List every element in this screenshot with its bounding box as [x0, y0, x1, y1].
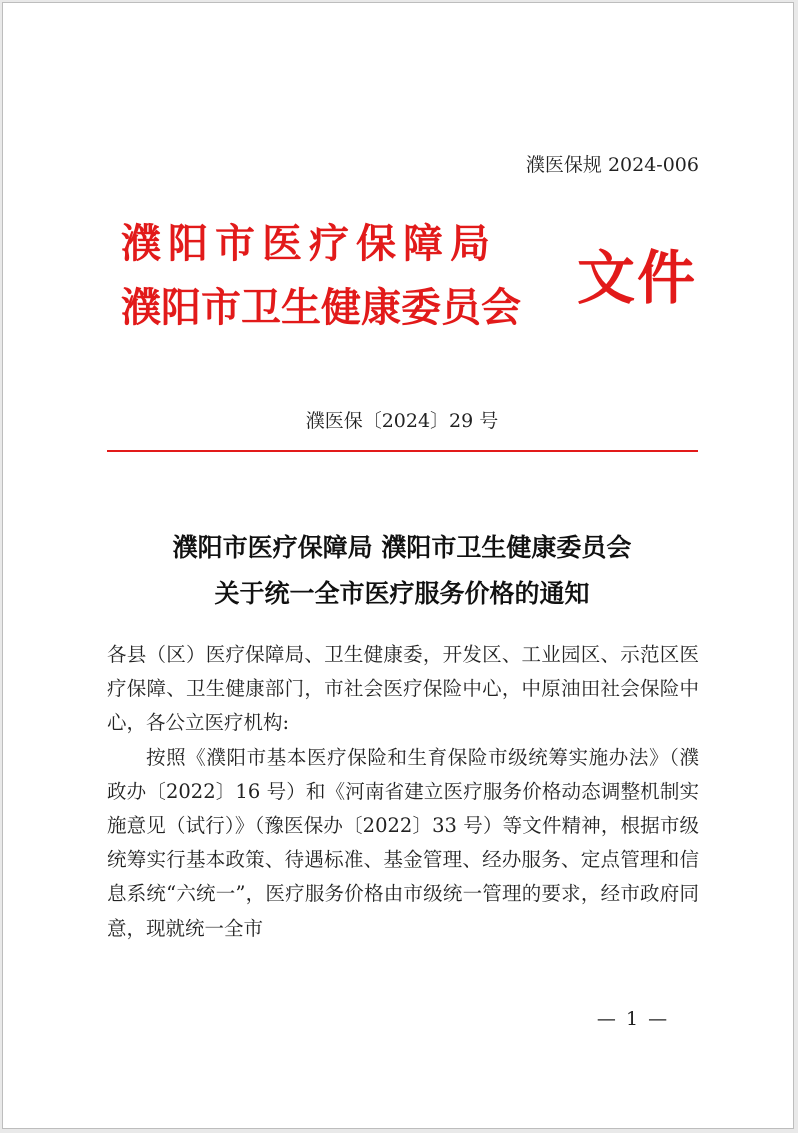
page-number: — 1 — [596, 1008, 670, 1030]
agency-name-medical-security: 濮阳市医疗保障局 [121, 220, 497, 267]
document-code: 濮医保规 2024-006 [525, 154, 699, 176]
issuing-agencies-header [121, 215, 701, 345]
notice-body [107, 638, 699, 946]
red-divider-line [107, 450, 698, 452]
addressees-paragraph: 各县（区）医疗保障局、卫生健康委，开发区、工业园区、示范区医疗保障、卫生健康部门，市社会医疗保险中心，中原油田社会保险中心，各公立医疗机构: [107, 643, 699, 735]
body-paragraph-1: 按照《濮阳市基本医疗保险和生育保险市级统筹实施办法》（濮政办〔2022〕16 号）和《河南省建立医疗服务价格动态调整机制实施意见（试行）》（豫医保办〔2022〕33 号）等文件精神，根据市级统筹实行基本政策、待遇标准、基金管理、经办服务、定点管理和信息系统“六统一”，医疗服务价格由市级统一管理的要求，经市政府同意，现就统一全市 [107, 745, 699, 940]
document-page [2, 2, 794, 1129]
document-suffix: 文件 [577, 244, 698, 312]
notice-title [103, 525, 701, 617]
notice-title-line-2: 关于统一全市医疗服务价格的通知 [214, 579, 590, 608]
notice-title-line-1: 濮阳市医疗保障局 濮阳市卫生健康委员会 [172, 533, 632, 562]
agency-name-health-commission: 濮阳市卫生健康委员会 [121, 284, 521, 331]
document-number: 濮医保〔2024〕29 号 [305, 410, 499, 432]
